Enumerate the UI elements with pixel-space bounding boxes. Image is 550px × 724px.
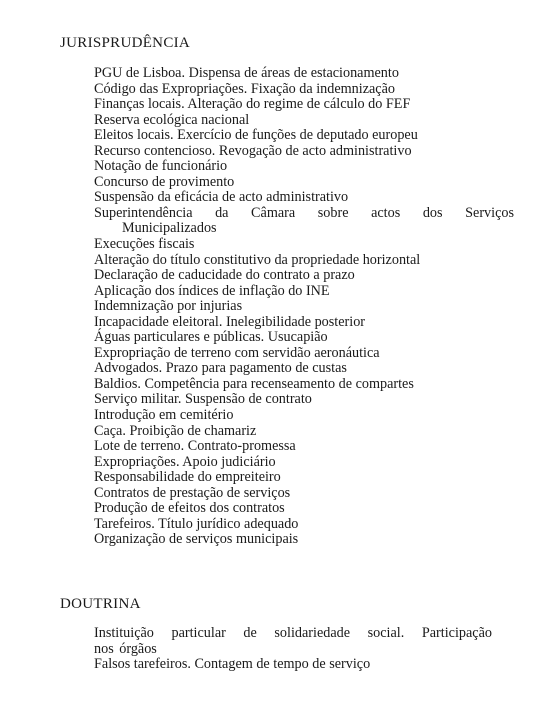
list-item: Aplicação dos índices de inflação do INE — [94, 282, 330, 299]
list-item: Alteração do título constitutivo da propriedade horizontal — [94, 251, 421, 268]
list-item: Código das Expropriações. Fixação da indemnização — [94, 80, 395, 97]
list-item: Execuções fiscais — [94, 236, 195, 253]
list-item-wrapped — [94, 206, 514, 237]
list-item: Águas particulares e públicas. Usucapião — [94, 329, 328, 346]
list-item: Recurso contencioso. Revogação de acto administrativo — [94, 142, 412, 159]
list-item: Produção de efeitos dos contratos — [94, 500, 285, 517]
list-item: Concurso de provimento — [94, 173, 235, 190]
list-item: Organização de serviços municipais — [94, 531, 299, 548]
list-item: Serviço militar. Suspensão de contrato — [94, 391, 312, 408]
list-item: Eleitos locais. Exercício de funções de deputado europeu — [94, 127, 418, 144]
list-item: Finanças locais. Alteração do regime de cálculo do FEF — [94, 96, 411, 113]
list-item: Indemnização por injurias — [94, 298, 243, 315]
list-item: Notação de funcionário — [94, 158, 228, 175]
list-item: Declaração de caducidade do contrato a prazo — [94, 267, 355, 284]
section-heading-jurisprudencia: JURISPRUDÊNCIA — [60, 35, 191, 51]
list-item: Contratos de prestação de serviços — [94, 484, 291, 501]
list-item-line: Instituição particular de solidariedade social. Participação — [94, 625, 492, 641]
doutrina-list — [94, 626, 492, 673]
list-item: Introdução em cemitério — [94, 407, 234, 424]
list-item-line: Municipalizados — [122, 220, 217, 237]
list-item: Caça. Proibição de chamariz — [94, 422, 257, 439]
list-item: Baldios. Competência para recenseamento de compartes — [94, 375, 414, 392]
list-item-wrapped — [94, 626, 492, 657]
list-item-line: nos órgãos — [94, 640, 157, 657]
list-item: Suspensão da eficácia de acto administrativo — [94, 189, 349, 206]
list-item-line: Superintendência da Câmara sobre actos dos Serviços — [94, 204, 514, 221]
section-heading-doutrina: DOUTRINA — [60, 596, 141, 612]
list-item: Incapacidade eleitoral. Inelegibilidade posterior — [94, 313, 366, 330]
list-item: Tarefeiros. Título jurídico adequado — [94, 515, 299, 532]
jurisprudencia-list — [94, 66, 514, 548]
list-item: Falsos tarefeiros. Contagem de tempo de serviço — [94, 656, 371, 673]
list-item: PGU de Lisboa. Dispensa de áreas de estacionamento — [94, 65, 399, 81]
list-item: Reserva ecológica nacional — [94, 111, 250, 128]
list-item: Advogados. Prazo para pagamento de custas — [94, 360, 347, 377]
list-item: Responsabilidade do empreiteiro — [94, 469, 281, 486]
list-item: Lote de terreno. Contrato-promessa — [94, 438, 296, 455]
list-item: Expropriações. Apoio judiciário — [94, 453, 276, 470]
list-item: Expropriação de terreno com servidão aeronáutica — [94, 344, 380, 361]
